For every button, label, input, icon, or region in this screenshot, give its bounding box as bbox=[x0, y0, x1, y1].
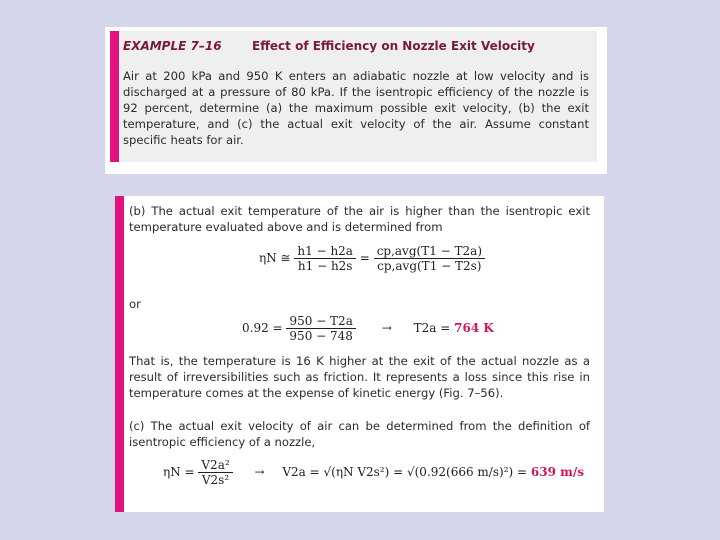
eq1-frac2-num: cp,avg(T1 − T2a) bbox=[374, 244, 485, 259]
eq1-fraction-enthalpy bbox=[294, 244, 356, 273]
eq3-lhs: ηN = bbox=[163, 465, 195, 479]
example-problem-text: Air at 200 kPa and 950 K enters an adiabatic nozzle at low velocity and is discharged at a pressure of 80 kPa. If the isentropic efficiency of the nozzle is 92 percent, determine (a) the maximum possible exit velocity, (b) the exit temperature, and (c) the actual exit velocity of the air. Assume constant specific heats for air. bbox=[123, 69, 589, 147]
exit-temperature-result: 764 K bbox=[454, 321, 494, 335]
accent-bar bbox=[110, 31, 119, 162]
example-card bbox=[105, 27, 607, 174]
example-title: Effect of Efficiency on Nozzle Exit Velocity bbox=[252, 39, 535, 53]
eq2-num: 950 − T2a bbox=[286, 314, 356, 329]
eq1-op: = bbox=[359, 251, 370, 265]
eq1-frac1-num: h1 − h2a bbox=[294, 244, 356, 259]
eq2-lhs: 0.92 = bbox=[242, 321, 283, 335]
eq1-frac2-den: cp,avg(T1 − T2s) bbox=[377, 259, 482, 273]
eq2-fraction bbox=[286, 314, 356, 343]
part-b-text: (b) The actual exit temperature of the air is higher than the isentropic exit temperature evaluated above and is determined from bbox=[129, 204, 590, 234]
part-b-explanation: That is, the temperature is 16 K higher at the exit of the actual nozzle as a result of irreversibilities such as friction. It represents a loss since this rise in temperature comes at the expense of kinetic energy (Fig. 7–56). bbox=[129, 354, 590, 400]
eq3-num: V2a² bbox=[198, 458, 232, 473]
solution-card bbox=[115, 196, 604, 512]
exit-velocity-result: 639 m/s bbox=[530, 465, 584, 479]
example-header bbox=[123, 39, 591, 53]
eq3-middle: V2a = √(ηN V2s²) = √(0.92(666 m/s)²) = bbox=[282, 465, 528, 479]
accent-bar bbox=[115, 196, 124, 512]
part-c-text: (c) The actual exit velocity of air can be determined from the definition of isentropic efficiency of a nozzle, bbox=[129, 419, 590, 449]
example-panel bbox=[119, 31, 597, 162]
eq1-frac1-den: h1 − h2s bbox=[297, 259, 353, 273]
eq3-fraction bbox=[198, 458, 232, 487]
eq2-result-var: T2a = bbox=[413, 321, 451, 335]
eq3-arrow: → bbox=[254, 465, 265, 479]
eq2-den: 950 − 748 bbox=[289, 329, 353, 343]
or-label: or bbox=[129, 297, 141, 311]
temperature-equation bbox=[242, 314, 494, 343]
eq3-den: V2s² bbox=[201, 473, 230, 487]
velocity-equation bbox=[163, 458, 584, 487]
example-number: EXAMPLE 7–16 bbox=[123, 39, 222, 53]
eq1-lhs: ηN ≅ bbox=[259, 251, 291, 265]
eq1-fraction-temperature bbox=[374, 244, 485, 273]
eq2-arrow: → bbox=[381, 321, 392, 335]
efficiency-equation bbox=[259, 244, 485, 273]
